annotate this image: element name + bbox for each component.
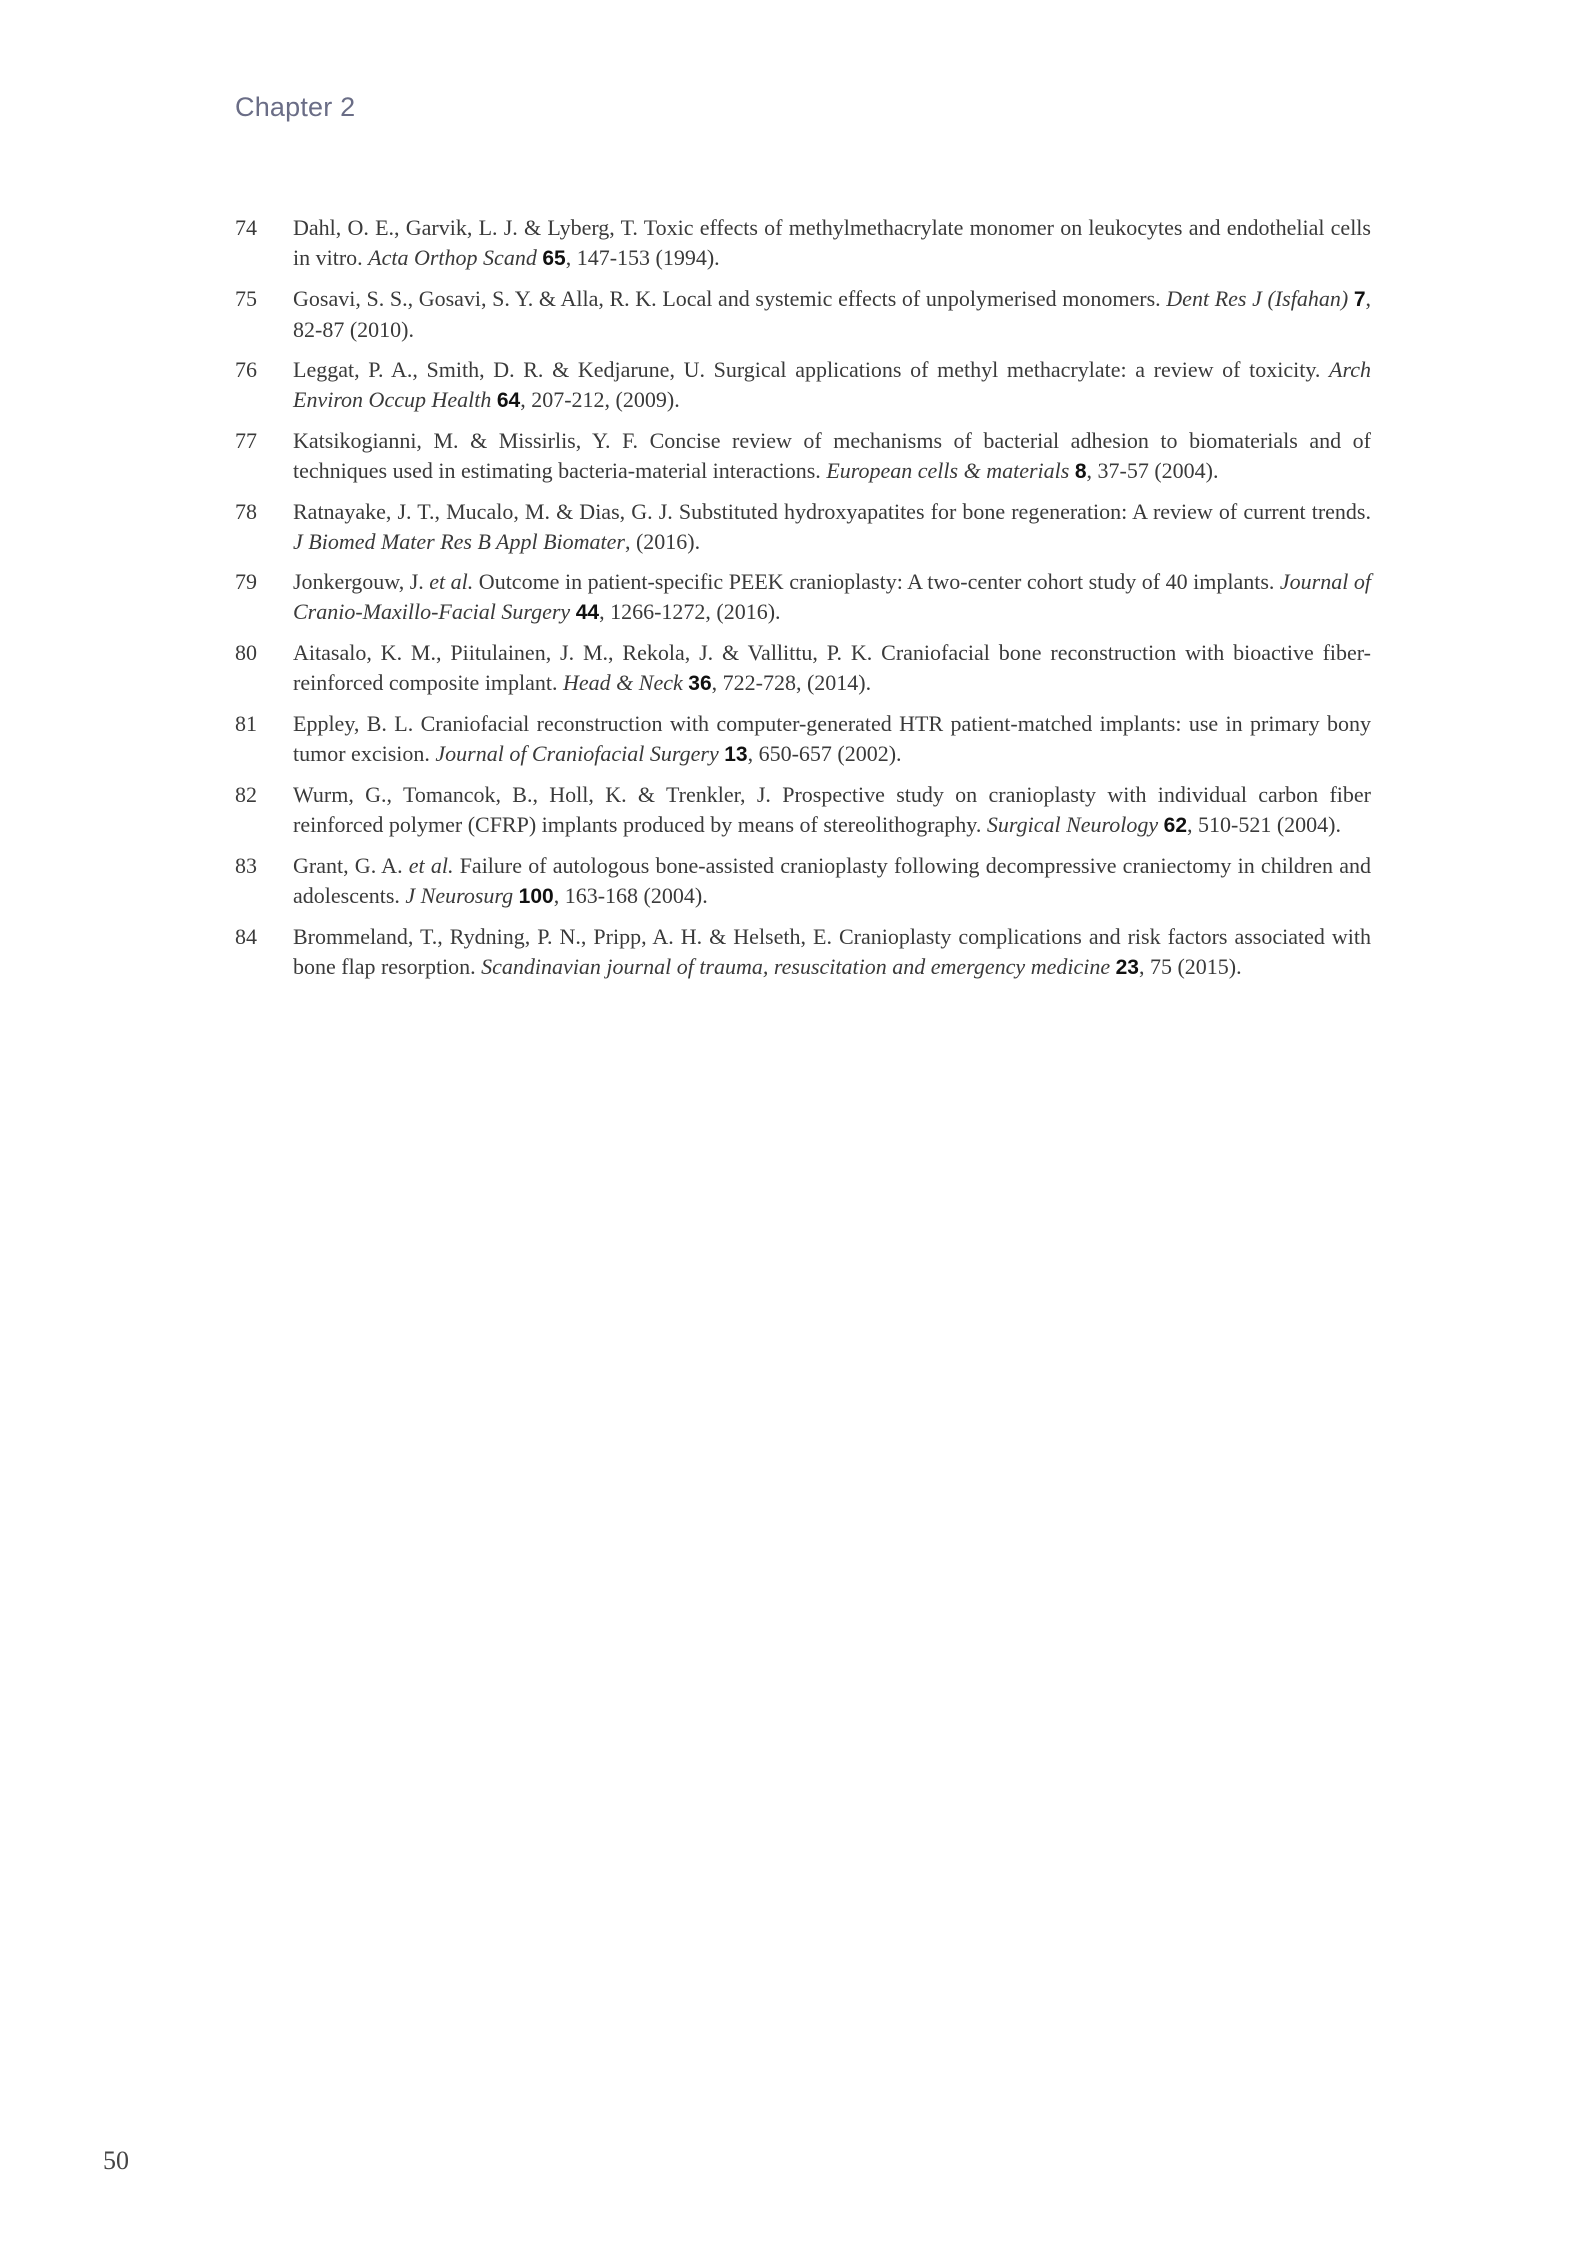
reference-text: Leggat, P. A., Smith, D. R. & Kedjarune, U. Surgical applications of methyl methacrylate: a review of toxicity. Arch Environ Occup Health 64, 207-212, (2009). <box>293 357 1371 412</box>
running-head: Chapter 2 <box>235 92 356 122</box>
reference-number: 82 <box>235 782 257 807</box>
reference-item <box>235 426 1371 487</box>
page-number: 50 <box>103 2146 129 2175</box>
reference-number: 74 <box>235 215 257 240</box>
volume-number: 8 <box>1074 460 1087 483</box>
reference-text: Brommeland, T., Rydning, P. N., Pripp, A. H. & Helseth, E. Cranioplasty complications and risk factors associated with bone flap resorption. Scandinavian journal of trauma, resuscitation and emergency medicine 23, 75 (2015). <box>293 924 1371 979</box>
reference-number: 77 <box>235 428 257 453</box>
journal-name: Head & Neck <box>563 670 683 695</box>
volume-number: 65 <box>542 247 566 270</box>
reference-text: Aitasalo, K. M., Piitulainen, J. M., Rekola, J. & Vallittu, P. K. Craniofacial bone reconstruction with bioactive fiber-reinforced composite implant. Head & Neck 36, 722-728, (2014). <box>293 640 1371 695</box>
reference-item <box>235 922 1371 983</box>
reference-text: Katsikogianni, M. & Missirlis, Y. F. Concise review of mechanisms of bacterial adhesion to biomaterials and of techniques used in estimating bacteria-material interactions. European cells & materials 8, 37-57 (2004). <box>293 428 1371 483</box>
reference-text: Jonkergouw, J. et al. Outcome in patient-specific PEEK cranioplasty: A two-center cohort study of 40 implants. Journal of Cranio-Maxillo-Facial Surgery 44, 1266-1272, (2016). <box>293 569 1371 624</box>
reference-item <box>235 709 1371 770</box>
reference-item <box>235 567 1371 628</box>
reference-item <box>235 355 1371 416</box>
reference-item <box>235 851 1371 912</box>
reference-number: 78 <box>235 499 257 524</box>
volume-number: 7 <box>1353 288 1366 311</box>
journal-name: J Biomed Mater Res B Appl Biomater <box>293 529 625 554</box>
reference-text: Wurm, G., Tomancok, B., Holl, K. & Trenkler, J. Prospective study on cranioplasty with individual carbon fiber reinforced polymer (CFRP) implants produced by means of stereolithography. Surgical Neurology 62, 510-521 (2004). <box>293 782 1371 837</box>
reference-text: Eppley, B. L. Craniofacial reconstruction with computer-generated HTR patient-matched implants: use in primary bony tumor excision. Journal of Craniofacial Surgery 13, 650-657 (2002). <box>293 711 1371 766</box>
reference-text: Dahl, O. E., Garvik, L. J. & Lyberg, T. Toxic effects of methylmethacrylate monomer on leukocytes and endothelial cells in vitro. Acta Orthop Scand 65, 147-153 (1994). <box>293 215 1371 270</box>
reference-number: 83 <box>235 853 257 878</box>
volume-number: 64 <box>496 389 521 412</box>
reference-number: 81 <box>235 711 257 736</box>
journal-name: Scandinavian journal of trauma, resuscitation and emergency medicine <box>481 954 1111 979</box>
reference-text: Gosavi, S. S., Gosavi, S. Y. & Alla, R. K. Local and systemic effects of unpolymerised monomers. Dent Res J (Isfahan) 7, 82-87 (2010). <box>293 286 1371 342</box>
reference-list <box>235 213 1371 993</box>
journal-name: Acta Orthop Scand <box>368 245 537 270</box>
volume-number: 100 <box>518 885 554 908</box>
reference-item <box>235 780 1371 841</box>
reference-item <box>235 213 1371 274</box>
reference-item <box>235 638 1371 699</box>
journal-name: Dent Res J (Isfahan) <box>1166 286 1349 311</box>
reference-item <box>235 497 1371 557</box>
volume-number: 44 <box>575 601 600 624</box>
reference-item <box>235 284 1371 345</box>
journal-name: Surgical Neurology <box>986 812 1159 837</box>
reference-number: 75 <box>235 286 257 311</box>
volume-number: 13 <box>724 743 748 766</box>
reference-text: Grant, G. A. et al. Failure of autologous bone-assisted cranioplasty following decompressive craniectomy in children and adolescents. J Neurosurg 100, 163-168 (2004). <box>293 853 1371 908</box>
journal-name: Journal of Craniofacial Surgery <box>435 741 719 766</box>
journal-name: Arch Environ Occup Health <box>293 357 1371 412</box>
reference-number: 84 <box>235 924 257 949</box>
et-al: et al. <box>408 853 454 878</box>
et-al: et al. <box>429 569 474 594</box>
reference-number: 76 <box>235 357 257 382</box>
volume-number: 36 <box>688 672 712 695</box>
journal-name: Journal of Cranio-Maxillo-Facial Surgery <box>293 569 1371 624</box>
journal-name: European cells & materials <box>826 458 1070 483</box>
volume-number: 23 <box>1115 956 1139 979</box>
volume-number: 62 <box>1163 814 1188 837</box>
reference-number: 79 <box>235 569 257 594</box>
reference-number: 80 <box>235 640 257 665</box>
journal-name: J Neurosurg <box>405 883 514 908</box>
reference-text: Ratnayake, J. T., Mucalo, M. & Dias, G. J. Substituted hydroxyapatites for bone regeneration: A review of current trends. J Biomed Mater Res B Appl Biomater, (2016). <box>293 499 1371 554</box>
